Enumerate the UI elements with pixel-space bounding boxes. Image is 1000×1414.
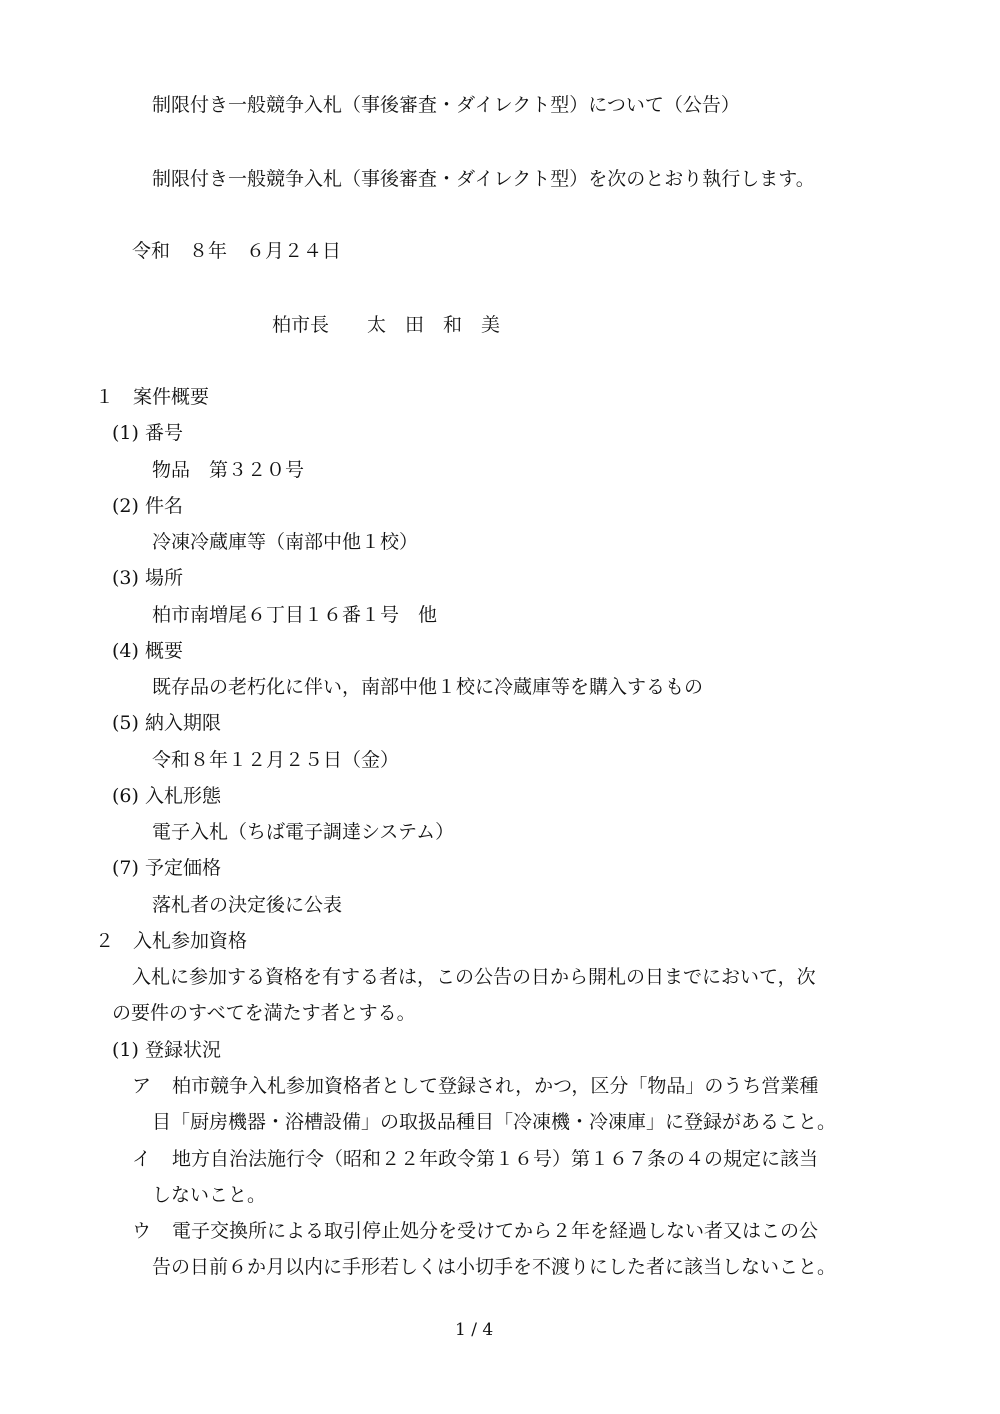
item-value: 電子入札（ちば電子調達システム） [152,821,455,843]
item-value: 落札者の決定後に公表 [152,894,343,916]
section2-intro-line2: の要件のすべてを満たす者とする。 [112,1002,416,1024]
item-label: (3) 場所 [112,567,183,589]
section2-intro-line1: 入札に参加する資格を有する者は，この公告の日から開札の日までにおいて，次 [132,966,816,988]
item-value: 既存品の老朽化に伴い，南部中他１校に冷蔵庫等を購入するもの [152,676,704,698]
item-label: (7) 予定価格 [112,857,221,879]
section2-heading: ２ 入札参加資格 [95,930,248,952]
notice-date: 令和 ８年 ６月２４日 [132,240,342,262]
item-label: (6) 入札形態 [112,785,221,807]
sub-item-mark: ウ [132,1220,152,1242]
sub-item-mark: イ [132,1148,152,1170]
sub-item-mark: ア [132,1075,152,1097]
sub1-label: (1) 登録状況 [112,1039,221,1061]
item-label: (1) 番号 [112,422,183,444]
sub-item-line: 柏市競争入札参加資格者として登録され，かつ，区分「物品」のうち営業種 [172,1075,819,1097]
sub-item-line: 地方自治法施行令（昭和２２年政令第１６号）第１６７条の４の規定に該当 [172,1148,819,1170]
page-number: 1 / 4 [455,1320,494,1340]
notice-intro: 制限付き一般競争入札（事後審査・ダイレクト型）を次のとおり執行します。 [152,168,815,190]
sub-item-line: 目「厨房機器・浴槽設備」の取扱品種目「冷凍機・冷凍庫」に登録があること。 [152,1111,837,1133]
item-label: (5) 納入期限 [112,712,221,734]
item-value: 令和８年１２月２５日（金） [152,749,400,771]
notice-title: 制限付き一般競争入札（事後審査・ダイレクト型）について（公告） [152,94,740,116]
item-value: 冷凍冷蔵庫等（南部中他１校） [152,531,419,553]
notice-issuer: 柏市長 太 田 和 美 [272,314,501,336]
item-value: 柏市南増尾６丁目１６番１号 他 [152,604,438,626]
item-label: (2) 件名 [112,495,183,517]
section1-heading: １ 案件概要 [95,386,210,408]
item-label: (4) 概要 [112,640,183,662]
sub-item-line: 告の日前６か月以内に手形若しくは小切手を不渡りにした者に該当しないこと。 [152,1256,837,1278]
sub-item-line: しないこと。 [152,1184,267,1206]
sub-item-line: 電子交換所による取引停止処分を受けてから２年を経過しない者又はこの公 [172,1220,819,1242]
item-value: 物品 第３２０号 [152,459,305,481]
